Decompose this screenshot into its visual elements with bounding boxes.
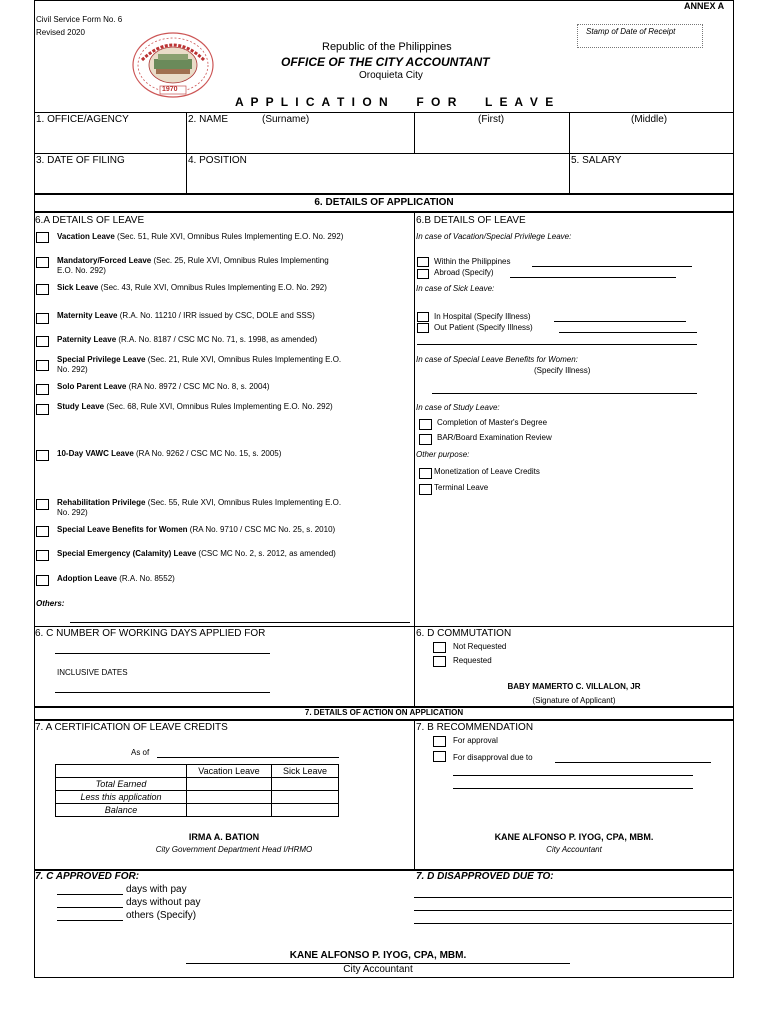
other-purpose-label: Other purpose: bbox=[416, 450, 470, 459]
checkbox-paternity-leave[interactable] bbox=[36, 336, 49, 347]
right-border bbox=[733, 0, 734, 977]
within-ph-label: Within the Philippines bbox=[434, 257, 511, 266]
section7a-title: 7. A CERTIFICATION OF LEAVE CREDITS bbox=[35, 722, 228, 733]
revised-date: Revised 2020 bbox=[36, 28, 85, 37]
receipt-stamp-box bbox=[577, 24, 703, 48]
rule bbox=[34, 112, 734, 113]
checkbox-rehabilitation-leave[interactable] bbox=[36, 499, 49, 510]
hrmo-title: City Government Department Head I/HRMO bbox=[155, 845, 313, 854]
table-cell[interactable] bbox=[187, 778, 272, 791]
name-label: 2. NAME bbox=[188, 114, 229, 125]
position-label: 4. POSITION bbox=[188, 155, 247, 166]
masters-label: Completion of Master's Degree bbox=[437, 418, 548, 427]
form-title: A P P L I C A T I O N F O R L E A V E bbox=[235, 95, 556, 109]
col-vacation-header: Vacation Leave bbox=[187, 765, 272, 778]
left-border bbox=[34, 0, 35, 977]
form-number: Civil Service Form No. 6 bbox=[36, 15, 123, 24]
others-input-line[interactable] bbox=[70, 622, 410, 623]
leave-item-cont: No. 292) bbox=[57, 365, 88, 374]
stamp-label: Stamp of Date of Receipt bbox=[586, 27, 676, 36]
checkbox-within-ph[interactable] bbox=[417, 257, 429, 267]
checkbox-abroad[interactable] bbox=[417, 269, 429, 279]
table-cell[interactable] bbox=[187, 804, 272, 817]
table-row bbox=[56, 778, 339, 791]
in-hospital-line[interactable] bbox=[554, 321, 686, 322]
leave-item: Paternity Leave (R.A. No. 8187 / CSC MC No. 71, s. 1998, as amended) bbox=[57, 335, 318, 344]
checkbox-women-benefit-leave[interactable] bbox=[36, 526, 49, 537]
not-requested-label: Not Requested bbox=[453, 642, 507, 651]
women-illness-line[interactable] bbox=[432, 393, 697, 394]
checkbox-maternity-leave[interactable] bbox=[36, 313, 49, 324]
specify-illness-label: (Specify Illness) bbox=[534, 366, 591, 375]
top-border bbox=[34, 0, 734, 1]
rule bbox=[34, 153, 734, 154]
table-cell[interactable] bbox=[187, 791, 272, 804]
rule bbox=[34, 211, 734, 213]
abroad-line[interactable] bbox=[510, 277, 676, 278]
table-row bbox=[56, 804, 339, 817]
as-of-line[interactable] bbox=[157, 757, 339, 758]
with-pay-label: days with pay bbox=[126, 884, 187, 895]
abroad-label: Abroad (Specify) bbox=[434, 268, 494, 277]
hrmo-name: IRMA A. BATION bbox=[188, 832, 260, 842]
monetization-label: Monetization of Leave Credits bbox=[434, 467, 540, 476]
checkbox-monetization[interactable] bbox=[419, 468, 432, 479]
checkbox-masters[interactable] bbox=[419, 419, 432, 430]
checkbox-solo-parent-leave[interactable] bbox=[36, 384, 49, 395]
checkbox-calamity-leave[interactable] bbox=[36, 550, 49, 561]
table-cell[interactable] bbox=[272, 778, 339, 791]
terminal-label: Terminal Leave bbox=[434, 483, 489, 492]
leave-item: Special Privilege Leave (Sec. 21, Rule XVI, Omnibus Rules Implementing E.O. bbox=[57, 355, 342, 364]
leave-item: Sick Leave (Sec. 43, Rule XVI, Omnibus Rules Implementing E.O. No. 292) bbox=[57, 283, 327, 292]
rule bbox=[34, 626, 734, 627]
others-specify-label: others (Specify) bbox=[126, 910, 197, 921]
row-label: Total Earned bbox=[56, 778, 187, 791]
recommending-title: City Accountant bbox=[546, 845, 602, 854]
disapproved-line-2[interactable] bbox=[414, 910, 732, 911]
checkbox-for-approval[interactable] bbox=[433, 736, 446, 747]
leave-credits-table bbox=[55, 764, 339, 817]
date-filing-label: 3. DATE OF FILING bbox=[36, 155, 125, 166]
leave-item: Maternity Leave (R.A. No. 11210 / IRR issued by CSC, DOLE and SSS) bbox=[57, 311, 315, 320]
leave-item-cont: No. 292) bbox=[57, 508, 88, 517]
for-approval-label: For approval bbox=[453, 736, 498, 745]
with-pay-line[interactable] bbox=[57, 894, 123, 895]
leave-item: Adoption Leave (R.A. No. 8552) bbox=[57, 574, 175, 583]
table-cell[interactable] bbox=[272, 791, 339, 804]
sick-case-label: In case of Sick Leave: bbox=[416, 284, 495, 293]
without-pay-line[interactable] bbox=[57, 907, 123, 908]
section6c-title: 6. C NUMBER OF WORKING DAYS APPLIED FOR bbox=[35, 628, 266, 639]
leave-item: Special Emergency (Calamity) Leave (CSC MC No. 2, s. 2012, as amended) bbox=[57, 549, 336, 558]
checkbox-requested[interactable] bbox=[433, 656, 446, 667]
col-sick-header: Sick Leave bbox=[272, 765, 339, 778]
section7-title: 7. DETAILS OF ACTION ON APPLICATION bbox=[304, 708, 464, 717]
checkbox-mandatory-leave[interactable] bbox=[36, 257, 49, 268]
leave-item: Study Leave (Sec. 68, Rule XVI, Omnibus Rules Implementing E.O. No. 292) bbox=[57, 402, 333, 411]
section6b-title: 6.B DETAILS OF LEAVE bbox=[416, 215, 526, 226]
section6a-title: 6.A DETAILS OF LEAVE bbox=[35, 215, 145, 226]
approving-name: KANE ALFONSO P. IYOG, CPA, MBM. bbox=[289, 950, 467, 961]
seal-year: 1970 bbox=[162, 86, 178, 93]
middle-label: (Middle) bbox=[631, 114, 668, 125]
approving-title: City Accountant bbox=[343, 964, 413, 975]
rule bbox=[34, 719, 734, 721]
office-title: OFFICE OF THE CITY ACCOUNTANT bbox=[281, 55, 490, 69]
leave-item: Rehabilitation Privilege (Sec. 55, Rule XVI, Omnibus Rules Implementing E.O. bbox=[57, 498, 342, 507]
annex-label: ANNEX A bbox=[684, 1, 725, 11]
within-ph-line[interactable] bbox=[532, 266, 692, 267]
recommending-name: KANE ALFONSO P. IYOG, CPA, MBM. bbox=[494, 832, 654, 842]
checkbox-sick-leave[interactable] bbox=[36, 284, 49, 295]
vacation-case-label: In case of Vacation/Special Privilege Leave: bbox=[416, 232, 572, 241]
section7d-title: 7. D DISAPPROVED DUE TO: bbox=[416, 871, 554, 882]
checkbox-out-patient[interactable] bbox=[417, 323, 429, 333]
out-patient-label: Out Patient (Specify Illness) bbox=[434, 323, 533, 332]
rule bbox=[34, 193, 734, 195]
checkbox-vacation-leave[interactable] bbox=[36, 232, 49, 243]
leave-item: Special Leave Benefits for Women (RA No. 9710 / CSC MC No. 25, s. 2010) bbox=[57, 525, 336, 534]
first-label: (First) bbox=[478, 114, 505, 125]
checkbox-terminal[interactable] bbox=[419, 484, 432, 495]
others-pay-line[interactable] bbox=[57, 920, 123, 921]
table-row bbox=[56, 791, 339, 804]
study-case-label: In case of Study Leave: bbox=[416, 403, 500, 412]
leave-item: Vacation Leave (Sec. 51, Rule XVI, Omnibus Rules Implementing E.O. No. 292) bbox=[57, 232, 344, 241]
inclusive-dates-line[interactable] bbox=[55, 692, 270, 693]
checkbox-bar-review[interactable] bbox=[419, 434, 432, 445]
table-cell bbox=[56, 765, 187, 778]
row-label: Less this application bbox=[56, 791, 187, 804]
requested-label: Requested bbox=[453, 656, 492, 665]
disapproved-line-3[interactable] bbox=[414, 923, 732, 924]
checkbox-adoption-leave[interactable] bbox=[36, 575, 49, 586]
section6d-title: 6. D COMMUTATION bbox=[416, 628, 512, 639]
city-label: Oroquieta City bbox=[359, 70, 423, 81]
without-pay-label: days without pay bbox=[126, 897, 201, 908]
checkbox-study-leave[interactable] bbox=[36, 404, 49, 415]
table-cell[interactable] bbox=[272, 804, 339, 817]
disapproval-line-3[interactable] bbox=[453, 788, 693, 789]
others-label: Others: bbox=[36, 599, 65, 608]
table-row bbox=[56, 765, 339, 778]
applicant-name: BABY MAMERTO C. VILLALON, JR bbox=[507, 682, 641, 691]
leave-item: Solo Parent Leave (RA No. 8972 / CSC MC No. 8, s. 2004) bbox=[57, 382, 270, 391]
row-label: Balance bbox=[56, 804, 187, 817]
working-days-line[interactable] bbox=[55, 653, 270, 654]
republic-label: Republic of the Philippines bbox=[322, 41, 452, 53]
leave-item: 10-Day VAWC Leave (RA No. 9262 / CSC MC No. 15, s. 2005) bbox=[57, 449, 282, 458]
leave-item: Mandatory/Forced Leave (Sec. 25, Rule XVI, Omnibus Rules Implementing bbox=[57, 256, 329, 265]
inclusive-dates-label: INCLUSIVE DATES bbox=[57, 668, 128, 677]
surname-label: (Surname) bbox=[262, 114, 310, 125]
disapproved-line-1[interactable] bbox=[414, 897, 732, 898]
bar-review-label: BAR/Board Examination Review bbox=[437, 433, 552, 442]
women-case-label: In case of Special Leave Benefits for Women: bbox=[416, 355, 578, 364]
sick-extra-line[interactable] bbox=[417, 344, 697, 345]
in-hospital-label: In Hospital (Specify Illness) bbox=[434, 312, 531, 321]
checkbox-vawc-leave[interactable] bbox=[36, 450, 49, 461]
as-of-label: As of bbox=[131, 748, 150, 757]
section7b-title: 7. B RECOMMENDATION bbox=[416, 722, 534, 733]
applicant-signature-label: (Signature of Applicant) bbox=[532, 696, 616, 705]
checkbox-for-disapproval[interactable] bbox=[433, 751, 446, 762]
out-patient-line[interactable] bbox=[559, 332, 697, 333]
section7c-title: 7. C APPROVED FOR: bbox=[35, 871, 140, 882]
rule bbox=[414, 212, 415, 706]
bottom-border bbox=[34, 977, 734, 978]
salary-label: 5. SALARY bbox=[571, 155, 622, 166]
for-disapproval-label: For disapproval due to bbox=[453, 753, 533, 762]
checkbox-not-requested[interactable] bbox=[433, 642, 446, 653]
rule bbox=[414, 112, 415, 153]
disapproval-line-2[interactable] bbox=[453, 775, 693, 776]
leave-item-cont: E.O. No. 292) bbox=[57, 266, 106, 275]
section6-title: 6. DETAILS OF APPLICATION bbox=[314, 197, 454, 208]
office-agency-label: 1. OFFICE/AGENCY bbox=[36, 114, 129, 125]
checkbox-special-privilege-leave[interactable] bbox=[36, 360, 49, 371]
checkbox-in-hospital[interactable] bbox=[417, 312, 429, 322]
disapproval-line-1[interactable] bbox=[555, 762, 711, 763]
